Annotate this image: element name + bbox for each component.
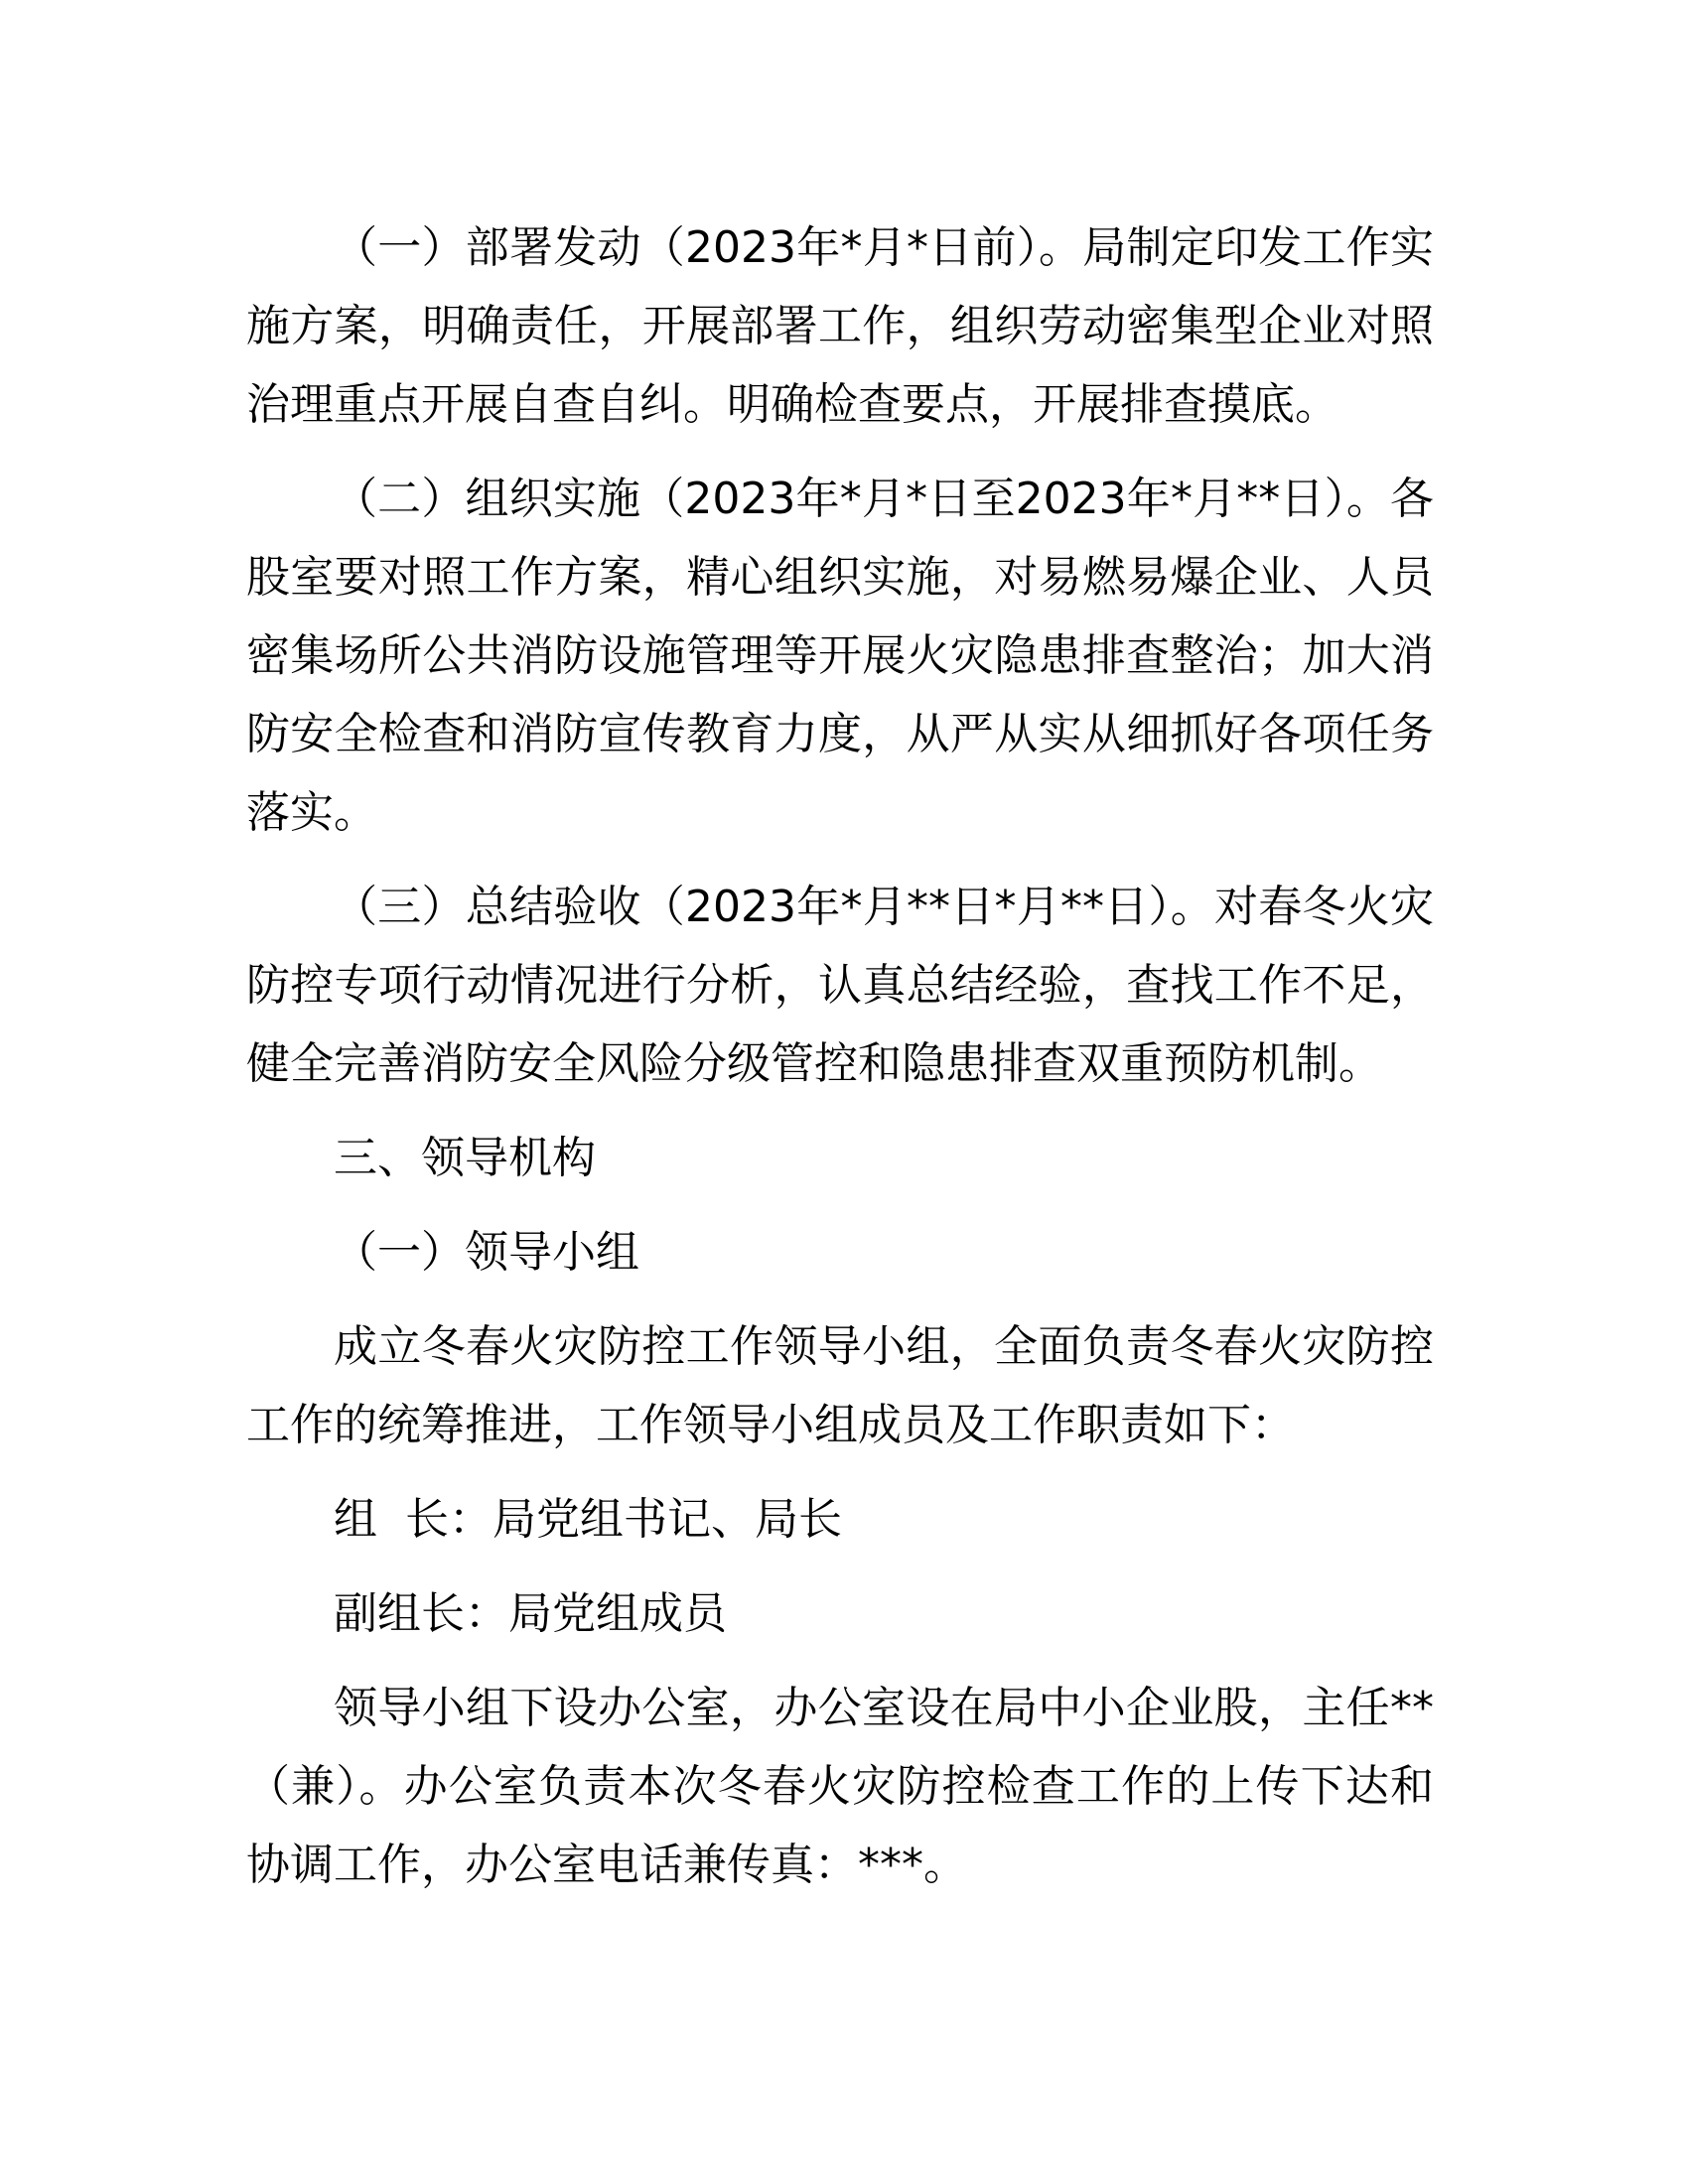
paragraph-deputy-leader: 副组长：局党组成员 [334,1588,727,1639]
section-heading-leadership: 三、领导机构 [334,1133,596,1183]
paragraph-phase-implementation: （二）组织实施（2023年*月*日至2023年*月**日）。各股室要对照工作方案，精心组织实施，对易燃易爆企业、人员密集场所公共消防设施管理等开展火灾隐患排查整治；加大消防安全检查和消防宣传教育力度，从严从实从细抓好各项任务落实。 [246,474,1434,838]
paragraph-group-establishment: 成立冬春火灾防控工作领导小组，全面负责冬春火灾防控工作的统筹推进，工作领导小组成员及工作职责如下： [246,1321,1434,1450]
paragraph-phase-summary: （三）总结验收（2023年*月**日*月**日）。对春冬火灾防控专项行动情况进行分析，认真总结经验，查找工作不足，健全完善消防安全风险分级管控和隐患排查双重预防机制。 [246,882,1434,1089]
document-page [246,208,1434,1920]
paragraph-group-leader: 组 长：局党组书记、局长 [334,1494,842,1545]
paragraph-office: 领导小组下设办公室，办公室设在局中小企业股，主任**（兼）。办公室负责本次冬春火灾防控检查工作的上传下达和协调工作，办公室电话兼传真：***。 [246,1683,1434,1890]
paragraph-phase-deployment: （一）部署发动（2023年*月*日前）。局制定印发工作实施方案，明确责任，开展部署工作，组织劳动密集型企业对照治理重点开展自查自纠。明确检查要点，开展排查摸底。 [246,222,1434,430]
subheading-leading-group: （一）领导小组 [334,1227,639,1278]
